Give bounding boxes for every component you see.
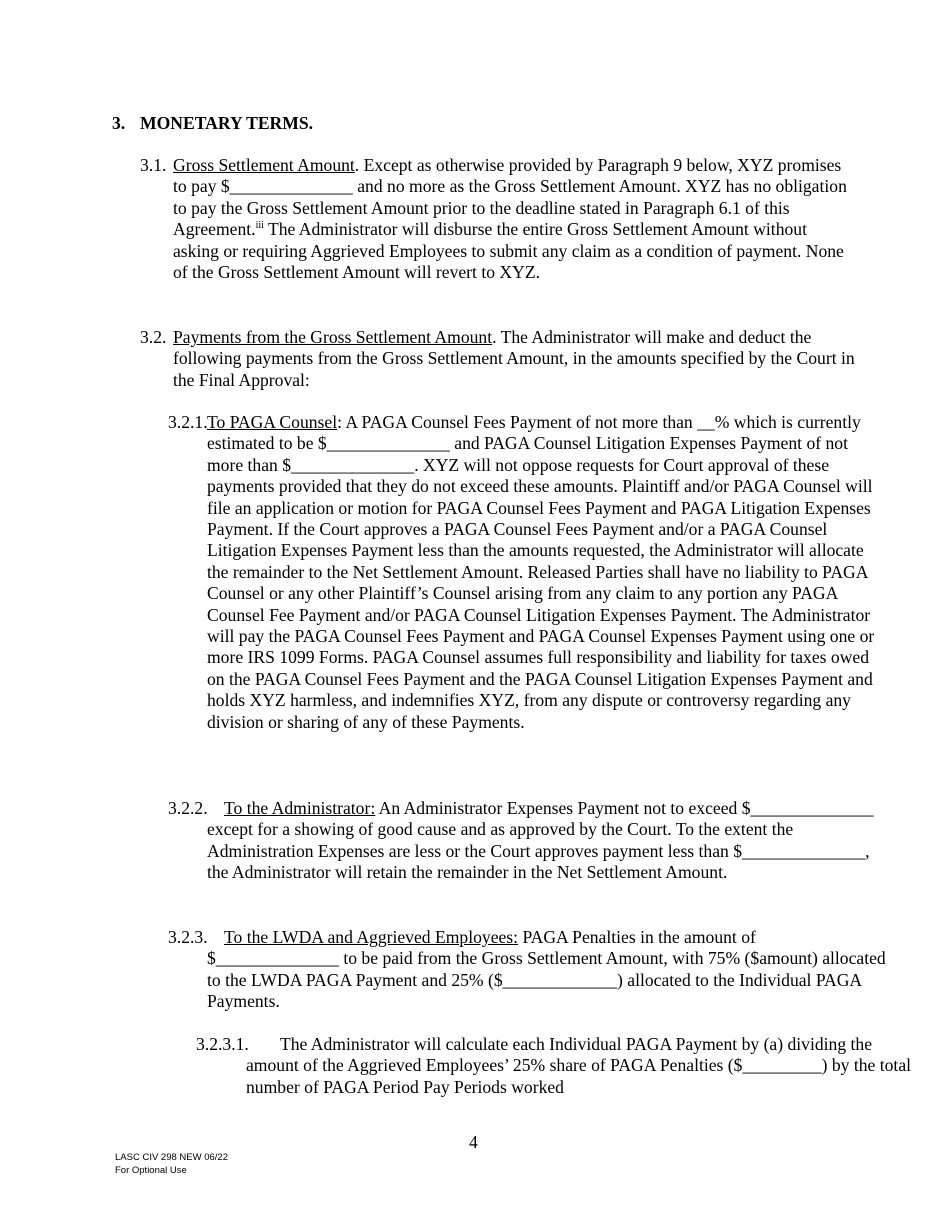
paragraph-text: : A PAGA Counsel Fees Payment of not more than __% which is currently estimated to be $______________ and PAGA Counsel Litigation Expenses Payment of not more than $______________. XYZ will not oppose requests for Court approval of these payments provided that they do not exceed these amounts. Plaintiff and/or PAGA Counsel will file an application or motion for PAGA Counsel Fees Payment and PAGA Litigation Expenses Payment. If the Court approves a PAGA Counsel Fees Payment and/or a PAGA Counsel Litigation Expenses Payment less than the amounts requested, the Administrator will allocate the remainder to the Net Settlement Amount. Released Parties shall have no liability to PAGA Counsel or any other Plaintiff’s Counsel arising from any claim to any portion any PAGA Counsel Fee Payment and/or PAGA Counsel Litigation Expenses Payment. The Administrator will pay the PAGA Counsel Fees Payment and PAGA Counsel Expenses Payment using one or more IRS 1099 Forms. PAGA Counsel assumes full responsibility and liability for taxes owed on the PAGA Counsel Fees Payment and the PAGA Counsel Litigation Expenses Payment and holds XYZ harmless, and indemnifies XYZ, from any dispute or controversy regarding any division or sharing of any of these Payments. [207, 412, 875, 732]
paragraph-number: 3.2.3.1. [196, 1034, 249, 1054]
paragraph-text-cont: The Administrator will disburse the entire Gross Settlement Amount without asking or requiring Aggrieved Employees to submit any claim as a condition of payment. None of the Gross Settlement Amount will revert to XYZ. [173, 219, 844, 283]
paragraph-3-2-3-1 [196, 1034, 916, 1098]
form-id: LASC CIV 298 NEW 06/22 [115, 1152, 228, 1163]
footer [115, 1152, 228, 1177]
paragraph-heading: Gross Settlement Amount [173, 155, 355, 175]
paragraph-3-2-2 [168, 798, 887, 884]
paragraph-number: 3.2.1. [168, 412, 208, 432]
paragraph-heading: To the LWDA and Aggrieved Employees: [224, 927, 519, 947]
paragraph-text: . The Administrator will make and deduct the following payments from the Gross Settlement Amount, in the amounts specified by the Court in the Final Approval: [173, 327, 855, 390]
section-title: MONETARY TERMS. [140, 113, 314, 133]
page-number: 4 [469, 1132, 478, 1152]
footer-note: For Optional Use [115, 1164, 187, 1176]
paragraph-number: 3.1. [140, 155, 167, 175]
paragraph-number: 3.2.3. [168, 927, 208, 947]
paragraph-number: 3.2.2. [168, 798, 208, 818]
paragraph-text: PAGA Penalties in the amount of $______________ to be paid from the Gross Settlement Amount, with 75% ($amount) allocated to the LWDA PAGA Payment and 25% ($_____________) allocated to the Individual PAGA Payments. [207, 927, 886, 1012]
section-heading [112, 113, 313, 134]
paragraph-text: An Administrator Expenses Payment not to exceed $______________ except for a showing of good cause and as approved by the Court. To the extent the Administration Expenses are less or the Court approves payment less than $______________, the Administrator will retain the remainder in the Net Settlement Amount. [207, 798, 874, 883]
paragraph-number: 3.2. [140, 327, 167, 347]
paragraph-heading: To the Administrator: [224, 798, 376, 818]
paragraph-heading: Payments from the Gross Settlement Amount [173, 327, 493, 347]
footnote-marker: iii [255, 220, 264, 232]
paragraph-heading: To PAGA Counsel [207, 412, 338, 432]
paragraph-3-1 [140, 155, 853, 283]
paragraph-3-2 [140, 327, 863, 391]
paragraph-3-2-1 [168, 412, 887, 733]
section-number: 3. [112, 113, 126, 133]
paragraph-3-2-3 [168, 927, 887, 1013]
paragraph-text: The Administrator will calculate each Individual PAGA Payment by (a) dividing the amount of the Aggrieved Employees’ 25% share of PAGA Penalties ($_________) by the total number of PAGA Period Pay Periods worked [246, 1034, 912, 1097]
paragraph-text: . Except as otherwise provided by Paragraph 9 below, XYZ promises to pay $______________ and no more as the Gross Settlement Amount. XYZ has no obligation to pay the Gross Settlement Amount prior to the deadline stated in Paragraph 6.1 of this Agreement. [173, 155, 847, 240]
